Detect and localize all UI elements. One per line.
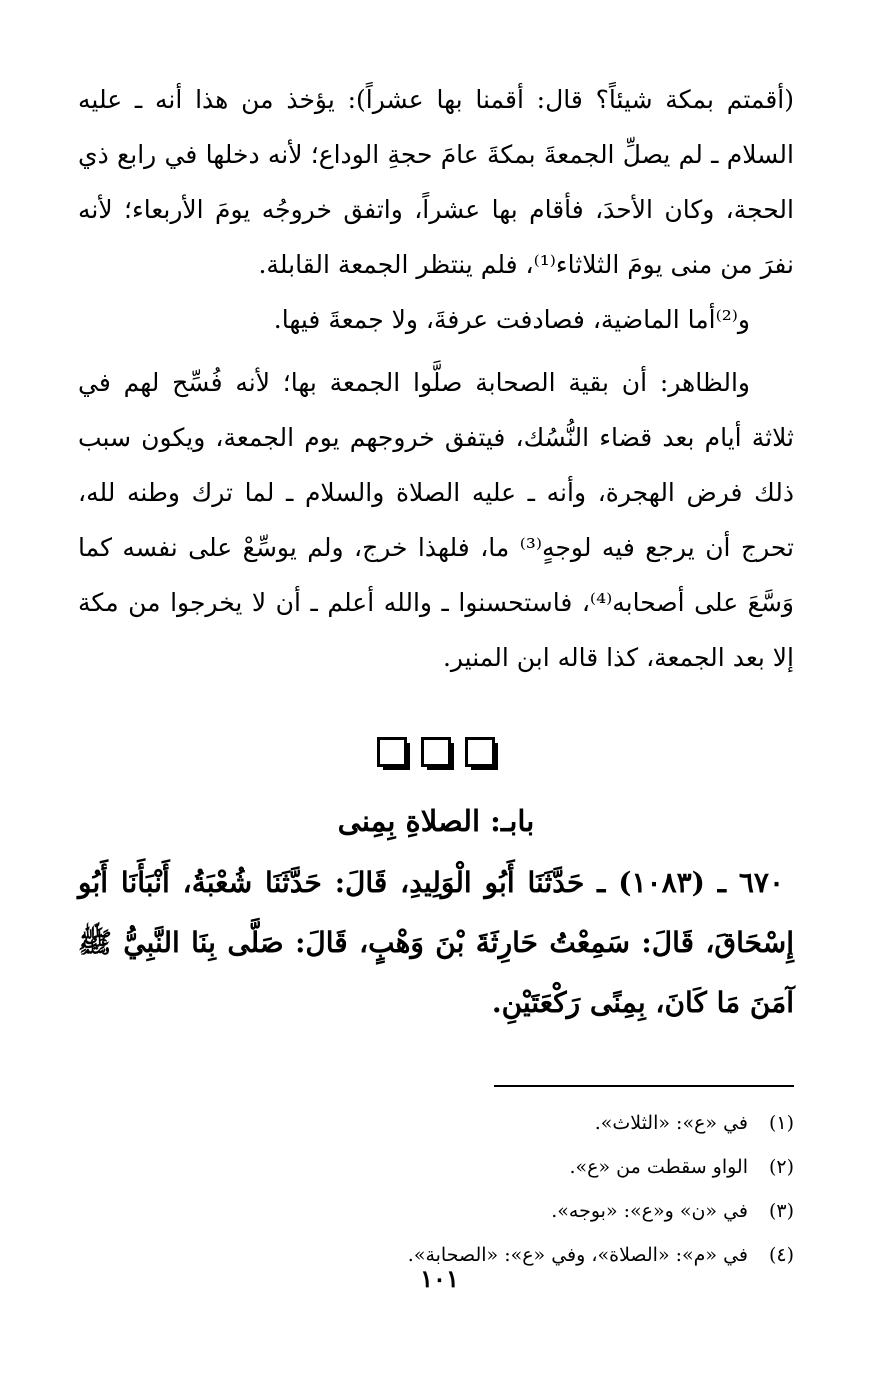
square-ornament-icon <box>465 737 495 767</box>
hadith-text: ٦٧٠ ـ (١٠٨٣) ـ حَدَّثَنَا أَبُو الْوَلِيدِ، قَالَ: حَدَّثَنَا شُعْبَةُ، أَنْبَأَنَا أَبُو إِسْحَاقَ، قَالَ: سَمِعْتُ حَارِثَةَ بْنَ وَهْبٍ، قَالَ: صَلَّى بِنَا النَّبِيُّ ﷺ آمَنَ مَا كَانَ، بِمِنًى رَكْعَتَيْنِ. <box>78 866 794 1019</box>
footnote-text: في «ع»: «الثلاث». <box>594 1112 748 1134</box>
square-ornament-icon <box>421 737 451 767</box>
section-divider <box>78 727 794 777</box>
footnote-number: (٢) <box>768 1156 794 1178</box>
commentary-paragraph-3: والظاهر: أن بقية الصحابة صلَّوا الجمعة بها؛ لأنه فُسِّح لهم في ثلاثة أيام بعد قضاء النُّسُك، فيتفق خروجهم يوم الجمعة، ويكون سبب ذلك فرض الهجرة، وأنه ـ عليه الصلاة والسلام ـ لما ترك وطنه لله، تحرج أن يرجع فيه لوجهٍ⁽³⁾ ما، فلهذا خرج، ولم يوسِّعْ على نفسه كما وَسَّعَ على أصحابه⁽⁴⁾، فاستحسنوا ـ والله أعلم ـ أن لا يخرجوا من مكة إلا بعد الجمعة، كذا قاله ابن المنير. <box>78 368 794 672</box>
chapter-title: بابـ: الصلاةِ بِمِنى <box>337 804 535 838</box>
footnote <box>78 1189 794 1233</box>
footnote <box>78 1145 794 1189</box>
footnote <box>78 1101 794 1145</box>
footnote-number: (١) <box>768 1112 794 1134</box>
commentary-paragraph-2: و⁽²⁾أما الماضية، فصادفت عرفةَ، ولا جمعةَ فيها. <box>273 305 750 334</box>
page <box>78 72 794 1352</box>
footnote-separator <box>494 1085 794 1087</box>
footnotes <box>78 1101 794 1277</box>
square-ornament-icon <box>377 737 407 767</box>
page-number: ١٠١ <box>420 1264 459 1293</box>
footnote-number: (٣) <box>768 1200 794 1222</box>
footnote-text: في «م»: «الصلاة»، وفي «ع»: «الصحابة». <box>407 1244 748 1266</box>
commentary-paragraph-1: (أقمتم بمكة شيئاً؟ قال: أقمنا بها عشراً): يؤخذ من هذا أنه ـ عليه السلام ـ لم يصلِّ الجمعةَ بمكةَ عامَ حجةِ الوداع؛ لأنه دخلها في رابع ذي الحجة، وكان الأحدَ، فأقام بها عشراً، واتفق خروجُه يومَ الأربعاء؛ لأنه نفرَ من منى يومَ الثلاثاء⁽¹⁾، فلم ينتظر الجمعة القابلة. <box>78 85 794 279</box>
footnote-number: (٤) <box>768 1244 794 1266</box>
footnote-text: في «ن» و«ع»: «بوجه». <box>551 1200 748 1222</box>
footnote-text: الواو سقطت من «ع». <box>569 1156 748 1178</box>
